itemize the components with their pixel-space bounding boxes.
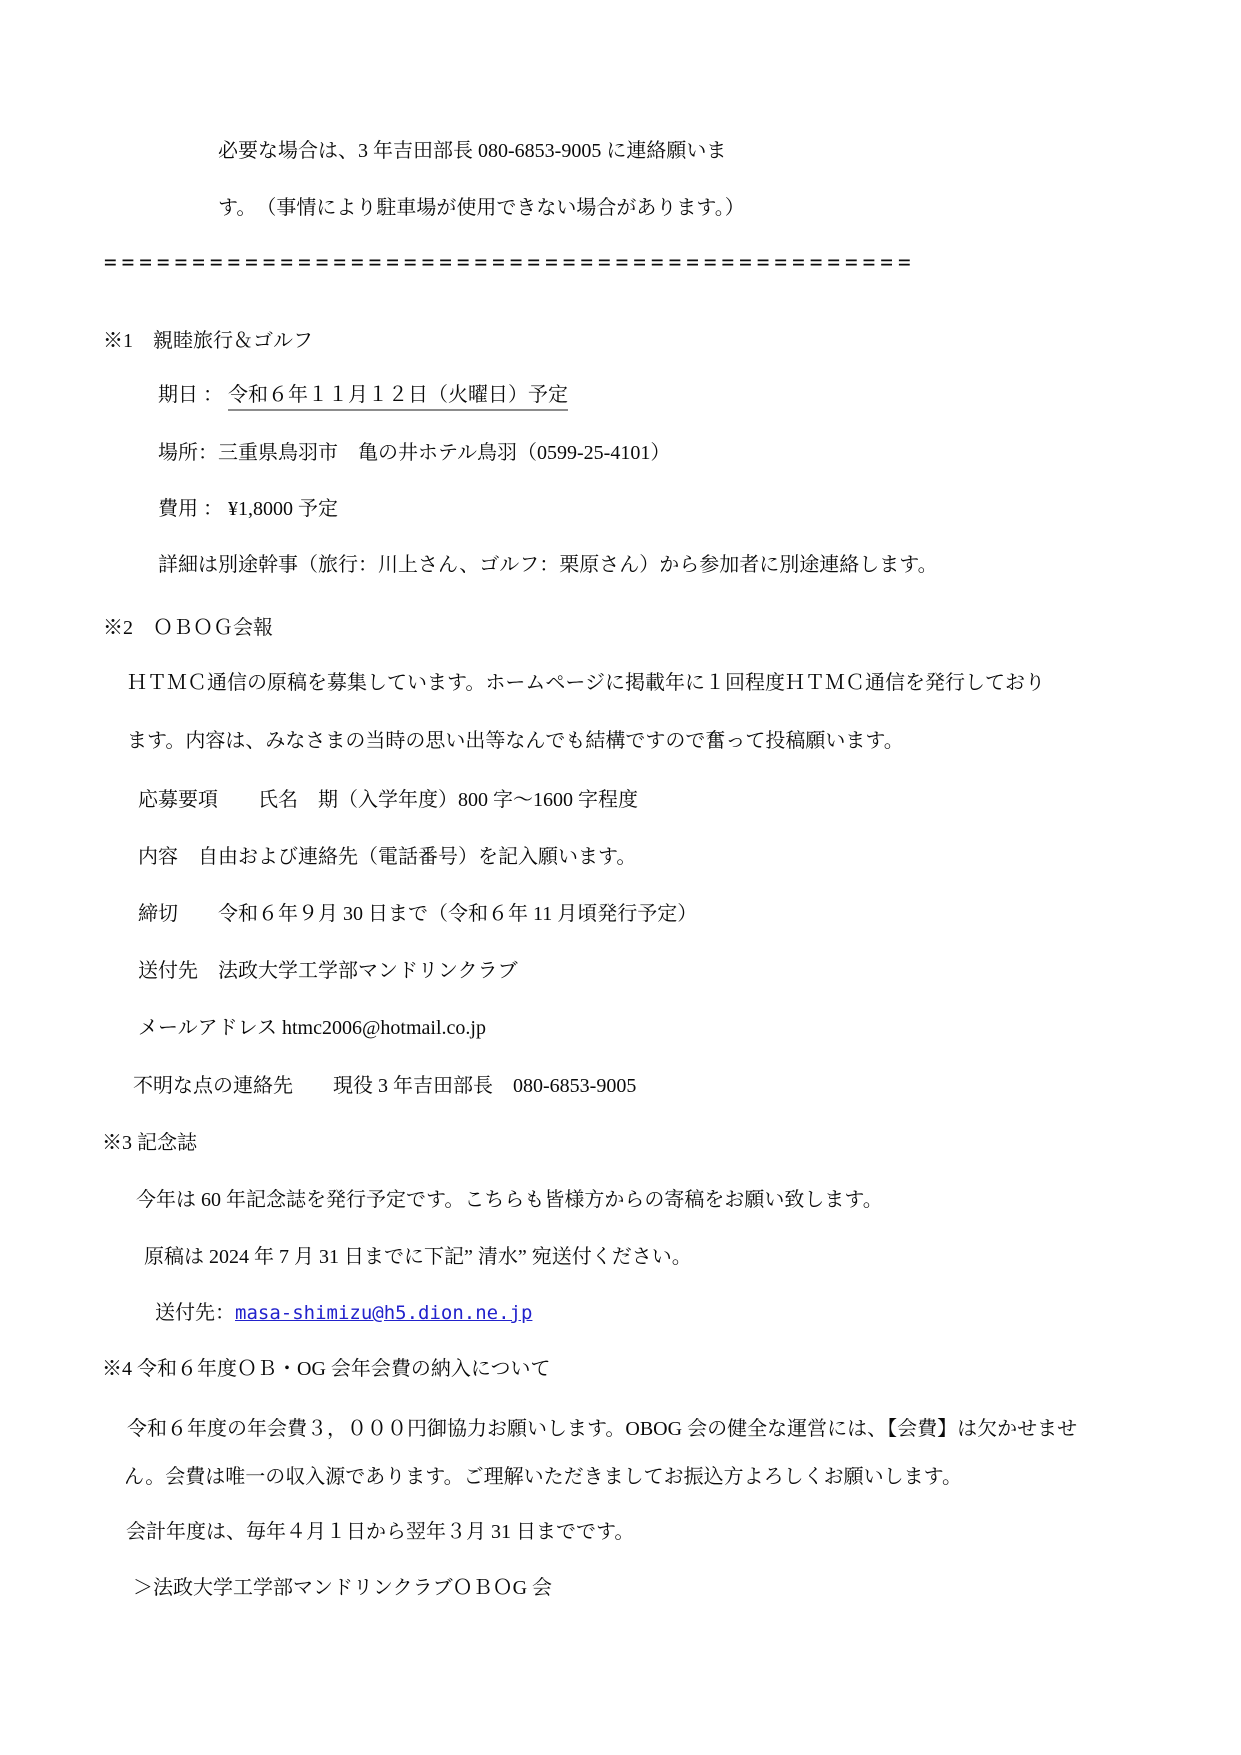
section2-mail-address: メールアドレス htmc2006@hotmail.co.jp [138,1017,486,1039]
section1-fee: 費用 ： ¥1,8000 予定 [158,498,338,520]
date-value-underlined: 令和６年１１月１２日（火曜日）予定 [228,384,568,411]
section2-title: ※2 ＯＢＯＧ会報 [103,617,273,639]
section2-deadline: 締切 令和６年９月 30 日まで（令和６年 11 月頃発行予定） [138,903,698,925]
date-label: 期日 ： [158,384,228,406]
section1-place: 場所：三重県鳥羽市 亀の井ホテル鳥羽（0599-25-4101） [158,442,671,464]
section2-content: 内容 自由および連絡先（電話番号）を記入願います。 [138,846,637,868]
section4-fiscal-year: 会計年度は、毎年４月１日から翌年３月 31 日までです。 [126,1521,635,1543]
shimizu-email-link[interactable]: masa-shimizu@h5.dion.ne.jp [235,1302,533,1324]
section3-paragraph-2: 原稿は 2024 年 7 月 31 日までに下記” 清水” 宛送付ください。 [144,1246,692,1268]
intro-line-1: 必要な場合は、3 年吉田部長 080-6853-9005 に連絡願いま [218,140,727,162]
intro-line-2: す。 （事情により駐車場が使用できない場合があります。） [218,197,745,219]
section3-title: ※3 記念誌 [102,1132,197,1154]
sendto-label: 送付先： [155,1302,235,1324]
section1-detail: 詳細は別途幹事（旅行：川上さん、ゴルフ：栗原さん）から参加者に別途連絡します。 [158,554,938,576]
section2-requirements: 応募要項 氏名 期（入学年度）800 字～1600 字程度 [138,789,638,811]
section4-paragraph1-line2: ん。会費は唯一の収入源であります。ご理解いただきましてお振込方よろしくお願いします。 [124,1466,962,1488]
section1-date-line [158,383,568,407]
section4-paragraph1-line1: 令和６年度の年会費３，０００円御協力お願いします。OBOG 会の健全な運営には、【会費】は欠かせませ [127,1418,1078,1440]
section2-paragraph-2: ます。内容は、みなさまの当時の思い出等なんでも結構ですので奮って投稿願います。 [127,730,904,752]
section2-paragraph-1: ＨＴＭＣ通信の原稿を募集しています。ホームページに掲載年に１回程度ＨＴＭＣ通信を発行しており [127,672,1045,694]
separator-line: ============================================== [104,250,916,274]
section1-title: ※1 親睦旅行＆ゴルフ [103,330,313,352]
section2-contact: 不明な点の連絡先 現役 3 年吉田部長 080-6853-9005 [133,1075,637,1097]
section2-sendto: 送付先 法政大学工学部マンドリンクラブ [138,960,518,982]
section4-club-name: ＞法政大学工学部マンドリンクラブＯＢＯG 会 [133,1577,553,1599]
section3-sendto-line [155,1301,532,1325]
section4-title: ※4 令和６年度ＯＢ・OG 会年会費の納入について [102,1358,551,1380]
section3-paragraph-1: 今年は 60 年記念誌を発行予定です。こちらも皆様方からの寄稿をお願い致します。 [136,1189,883,1211]
